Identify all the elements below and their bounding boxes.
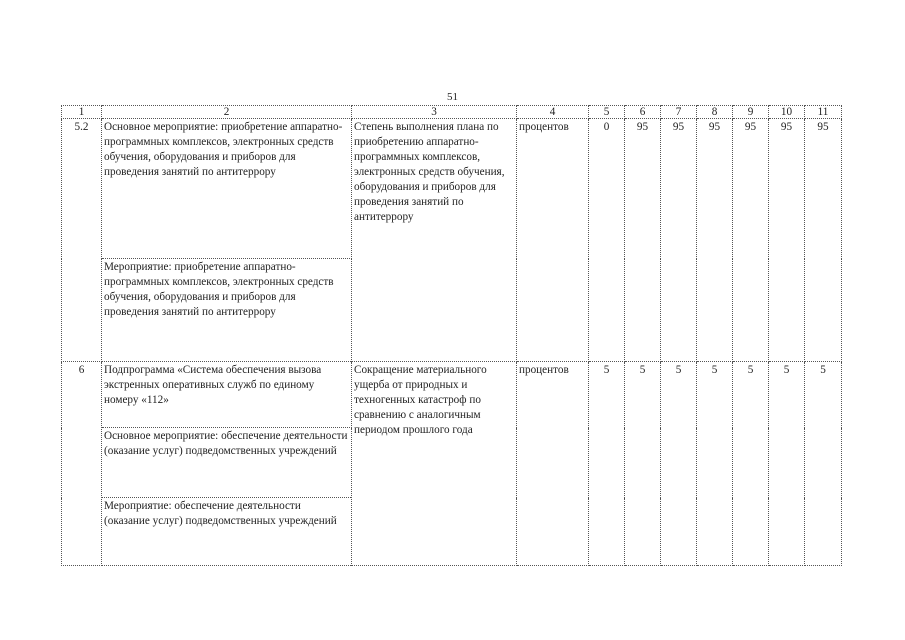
header-cell: 11 bbox=[805, 106, 842, 119]
row-number: 5.2 bbox=[62, 119, 102, 362]
activity-cell: Мероприятие: обеспечение деятельности (оказание услуг) подведомственных учреждений bbox=[102, 498, 352, 566]
header-cell: 5 bbox=[589, 106, 625, 119]
subprogram-cell: Подпрограмма «Система обеспечения вызова экстренных оперативных служб по единому номеру «112» bbox=[102, 362, 352, 428]
unit-cell: процентов bbox=[517, 119, 589, 362]
table-row bbox=[62, 362, 842, 428]
main-activity-cell: Основное мероприятие: приобретение аппаратно-программных комплексов, электронных средств обучения, оборудования и приборов для проведения занятий по антитеррору bbox=[102, 119, 352, 259]
value-cell: 5 bbox=[661, 362, 697, 566]
header-cell: 4 bbox=[517, 106, 589, 119]
header-cell: 3 bbox=[352, 106, 517, 119]
header-cell: 8 bbox=[697, 106, 733, 119]
value-cell: 5 bbox=[697, 362, 733, 566]
value-cell: 0 bbox=[589, 119, 625, 362]
header-cell: 2 bbox=[102, 106, 352, 119]
header-row bbox=[62, 106, 842, 119]
table-row bbox=[62, 119, 842, 259]
row-number: 6 bbox=[62, 362, 102, 566]
header-cell: 1 bbox=[62, 106, 102, 119]
value-cell: 95 bbox=[733, 119, 769, 362]
value-cell: 95 bbox=[661, 119, 697, 362]
value-cell: 5 bbox=[625, 362, 661, 566]
indicator-cell: Сокращение материального ущерба от природных и техногенных катастроф по сравнению с аналогичным периодом прошлого года bbox=[352, 362, 517, 566]
indicators-table bbox=[61, 105, 842, 566]
header-cell: 9 bbox=[733, 106, 769, 119]
value-cell: 95 bbox=[805, 119, 842, 362]
unit-cell: процентов bbox=[517, 362, 589, 566]
value-cell: 95 bbox=[769, 119, 805, 362]
value-cell: 5 bbox=[769, 362, 805, 566]
value-cell: 5 bbox=[805, 362, 842, 566]
main-activity-cell: Основное мероприятие: обеспечение деятельности (оказание услуг) подведомственных учреждений bbox=[102, 428, 352, 498]
value-cell: 95 bbox=[697, 119, 733, 362]
value-cell: 95 bbox=[625, 119, 661, 362]
activity-cell: Мероприятие: приобретение аппаратно-программных комплексов, электронных средств обучения, оборудования и приборов для проведения занятий по антитеррору bbox=[102, 259, 352, 362]
indicator-cell: Степень выполнения плана по приобретению аппаратно-программных комплексов, электронных средств обучения, оборудования и приборов для проведения занятий по антитеррору bbox=[352, 119, 517, 362]
header-cell: 7 bbox=[661, 106, 697, 119]
value-cell: 5 bbox=[733, 362, 769, 566]
header-cell: 10 bbox=[769, 106, 805, 119]
value-cell: 5 bbox=[589, 362, 625, 566]
page-number: 51 bbox=[447, 91, 458, 103]
header-cell: 6 bbox=[625, 106, 661, 119]
